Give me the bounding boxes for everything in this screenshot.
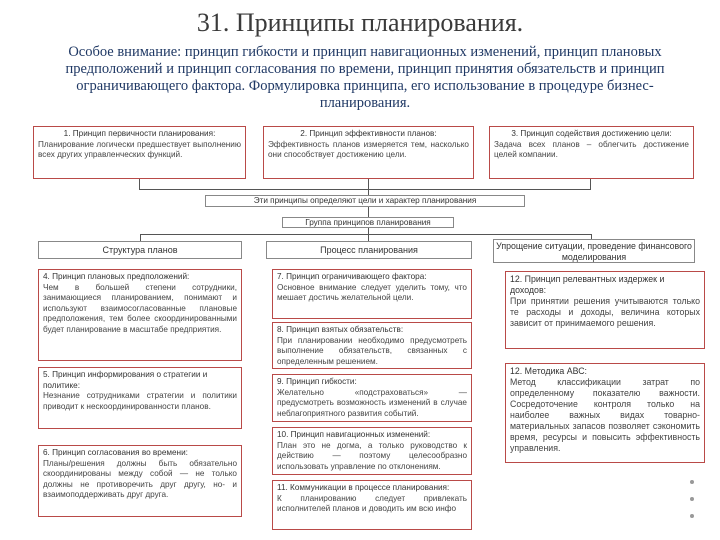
principle-3-text: Задача всех планов – облегчить достижение целей компании. xyxy=(494,139,689,159)
principle-9-heading: 9. Принцип гибкости: xyxy=(277,377,357,386)
intro-text: Особое внимание: принцип гибкости и принцип навигационных изменений, принцип плановых предположений и принцип согласования по времени, принцип принятия обязательств и принцип ограничивающего фактора. Формулировка принципа, его использование в процедуре бизнес-планирования. xyxy=(65,44,665,111)
group-band: Группа принципов планирования xyxy=(282,217,454,228)
principle-12-heading: 12. Принцип релевантных издержек и доходов: xyxy=(510,274,665,295)
connector-band-vertical xyxy=(368,207,369,217)
principle-7-text: Основное внимание следует уделить тому, что мешает достичь желательной цели. xyxy=(277,282,467,302)
connector-group-mid xyxy=(368,234,369,241)
principle-9-text: Желательно «подстраховаться» — предусмотреть возможность изменений в случае неблагоприятного развития событий. xyxy=(277,387,467,418)
principle-8-text: При планировании необходимо предусмотреть выполнение обязательств, связанных с определенным решением. xyxy=(277,335,467,366)
principle-2-heading: 2. Принцип эффективности планов: xyxy=(300,129,437,138)
principle-11-heading: 11. Коммуникации в процессе планирования: xyxy=(277,483,450,492)
group-structure-header: Структура планов xyxy=(38,241,242,259)
principle-12-text: При принятии решения учитываются только те расходы и доходы, величина которых зависит от принимаемого решения. xyxy=(510,296,700,328)
principle-8-box xyxy=(272,322,472,369)
abc-method-box xyxy=(505,363,705,463)
principle-10-text: План это не догма, а только руководство к действию — поэтому целесообразно использовать управление по отклонениям. xyxy=(277,440,467,471)
principle-11-text: К планированию следует привлекать исполнителей планов и доводить им всю инфо xyxy=(277,493,467,513)
connector-group-left xyxy=(140,234,141,241)
principle-1-box xyxy=(33,126,246,179)
principle-2-box xyxy=(263,126,474,179)
principle-4-box xyxy=(38,269,242,361)
principle-11-box xyxy=(272,480,472,530)
principle-10-heading: 10. Принцип навигационных изменений: xyxy=(277,430,431,439)
connector-1 xyxy=(139,179,140,189)
connector-3 xyxy=(590,179,591,189)
principle-7-box xyxy=(272,269,472,319)
principle-6-text: Планы/решения должны быть обязательно скоординированы между собой — не только должны не противоречить друг другу, но- и взаимоподдерживать друг друга. xyxy=(43,458,237,499)
principle-4-heading: 4. Принцип плановых предположений: xyxy=(43,272,190,281)
principle-4-text: Чем в большей степени сотрудники, занимающиеся планированием, понимают и используют взаимосогласованные плановые предположения, тем более скоординированными будет планирование в масштабе предприятия. xyxy=(43,282,237,334)
group-process-header: Процесс планирования xyxy=(266,241,472,259)
principle-9-box xyxy=(272,374,472,422)
principle-1-text: Планирование логически предшествует выполнению всех других управленческих функций. xyxy=(38,139,241,159)
principle-1-heading: 1. Принцип первичности планирования: xyxy=(63,129,216,138)
principle-2-text: Эффективность планов измеряется тем, насколько они способствует достижению цели. xyxy=(268,139,469,159)
slide-title: 31. Принципы планирования. xyxy=(196,8,524,37)
connector-horizontal xyxy=(139,189,591,190)
decorative-dot-2 xyxy=(690,497,694,501)
principle-10-box xyxy=(272,427,472,475)
principle-5-heading: 5. Принцип информирования о стратегии и политике: xyxy=(43,370,208,390)
principle-3-heading: 3. Принцип содействия достижению цели: xyxy=(511,129,672,138)
connector-2 xyxy=(368,179,369,189)
principle-5-box xyxy=(38,367,242,429)
principle-6-heading: 6. Принцип согласования во времени: xyxy=(43,448,188,457)
group-modeling-header: Упрощение ситуации, проведение финансового моделирования xyxy=(493,239,695,263)
purpose-band: Эти принципы определяют цели и характер планирования xyxy=(205,195,525,207)
principle-3-box xyxy=(489,126,694,179)
abc-method-heading: 12. Методика АВС: xyxy=(510,366,587,376)
principle-12-box xyxy=(505,271,705,349)
principle-6-box xyxy=(38,445,242,517)
principle-5-text: Незнание сотрудниками стратегии и политики приводит к нескоординированности планов. xyxy=(43,391,237,411)
principle-7-heading: 7. Принцип ограничивающего фактора: xyxy=(277,272,427,281)
abc-method-text: Метод классификации затрат по определенному показателю важности. Сосредоточение контроля только на наиболее важных видах товарно-материальных запасов позволяет сэкономить время, ресурсы и повысить эффективность управления. xyxy=(510,377,700,453)
decorative-dot-3 xyxy=(690,514,694,518)
decorative-dot-1 xyxy=(690,480,694,484)
principle-8-heading: 8. Принцип взятых обязательств: xyxy=(277,325,404,334)
connector-group-horizontal xyxy=(140,234,592,235)
